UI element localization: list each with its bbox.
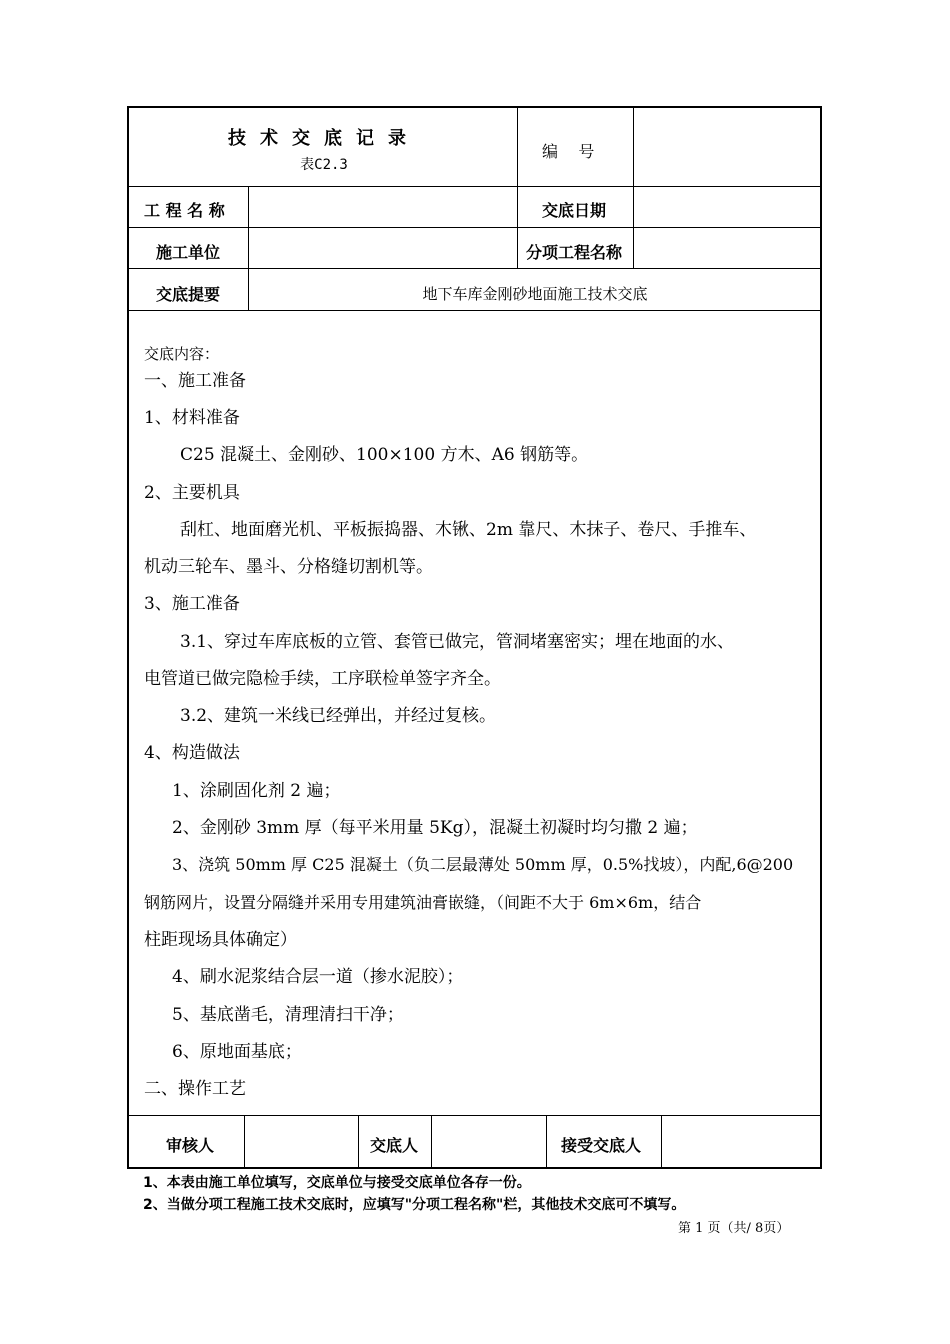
col-divider	[633, 106, 634, 268]
contractor-label: 施工单位	[156, 243, 221, 262]
section-heading: 一、施工准备	[144, 371, 246, 391]
reviewer-label: 审核人	[166, 1136, 215, 1155]
sub-heading: 4、构造做法	[144, 743, 240, 763]
summary-value: 地下车库金刚砂地面施工技术交底	[422, 285, 648, 303]
row-divider	[127, 186, 822, 187]
paragraph-line: 4、刷水泥浆结合层一道（掺水泥胶）；	[172, 967, 464, 987]
row-divider	[127, 227, 822, 228]
sub-heading: 3、施工准备	[144, 594, 240, 614]
section-heading: 二、操作工艺	[144, 1079, 246, 1099]
row-divider	[127, 1115, 822, 1116]
subproject-label: 分项工程名称	[526, 243, 623, 262]
paragraph-line: 3、浇筑 50mm 厚 C25 混凝土（负二层最薄处 50mm 厚，0.5%找坡），内配,6@200	[172, 855, 794, 874]
paragraph-line: 3.2、建筑一米线已经弹出，并经过复核。	[180, 706, 497, 726]
paragraph-line: 6、原地面基底；	[172, 1042, 302, 1062]
project-name-label: 工 程 名 称	[144, 201, 225, 220]
date-label: 交底日期	[542, 201, 607, 220]
form-number: 表C2.3	[300, 157, 348, 173]
paragraph-line: 钢筋网片，设置分隔缝并采用专用建筑油膏嵌缝，（间距不大于 6m×6m，结合	[144, 893, 702, 912]
col-divider	[431, 1115, 432, 1169]
summary-label: 交底提要	[156, 285, 221, 304]
receiver-label: 接受交底人	[561, 1136, 642, 1155]
paragraph-line: 机动三轮车、墨斗、分格缝切割机等。	[144, 557, 433, 577]
content-heading: 交底内容：	[144, 345, 220, 363]
row-divider	[127, 268, 822, 269]
note-line: 1、本表由施工单位填写，交底单位与接受交底单位各存一份。	[143, 1175, 531, 1191]
presenter-label: 交底人	[370, 1136, 419, 1155]
paragraph-line: C25 混凝土、金刚砂、100×100 方木、A6 钢筋等。	[180, 445, 589, 465]
paragraph-line: 3.1、穿过车库底板的立管、套管已做完，管洞堵塞密实；埋在地面的水、	[180, 632, 735, 652]
paragraph-line: 电管道已做完隐检手续，工序联检单签字齐全。	[144, 669, 501, 689]
number-label: 编 号	[542, 142, 595, 161]
paragraph-line: 2、金刚砂 3mm 厚（每平米用量 5Kg），混凝土初凝时均匀撒 2 遍；	[172, 818, 698, 838]
paragraph-line: 柱距现场具体确定）	[144, 930, 297, 950]
col-divider	[358, 1115, 359, 1169]
sub-heading: 1、材料准备	[144, 408, 240, 428]
row-divider	[127, 310, 822, 311]
note-line: 2、当做分项工程施工技术交底时，应填写"分项工程名称"栏，其他技术交底可不填写。	[143, 1197, 686, 1213]
col-divider	[661, 1115, 662, 1169]
paragraph-line: 1、涂刷固化剂 2 遍；	[172, 781, 341, 801]
sub-heading: 2、主要机具	[144, 483, 240, 503]
paragraph-line: 5、基底凿毛，清理清扫干净；	[172, 1005, 404, 1025]
page-number: 第 1 页（共/ 8页）	[678, 1221, 790, 1236]
paragraph-line: 刮杠、地面磨光机、平板振捣器、木锹、2m 靠尺、木抹子、卷尺、手推车、	[180, 520, 757, 540]
col-divider	[244, 1115, 245, 1169]
col-divider	[546, 1115, 547, 1169]
form-title: 技术交底记录	[228, 128, 420, 149]
